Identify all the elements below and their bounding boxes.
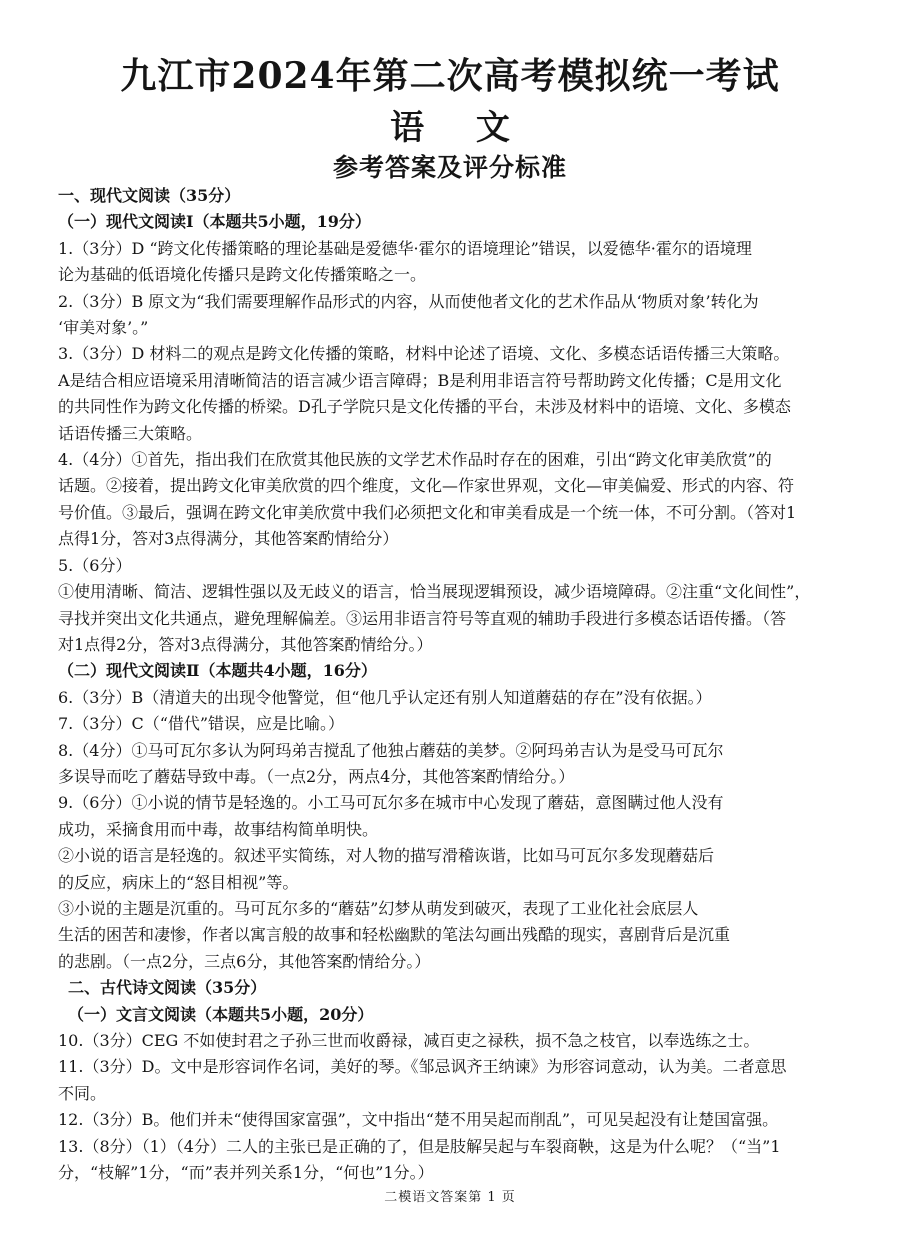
answer-line: 7.（3分）C（“借代”错误，应是比喻。） [58, 714, 345, 734]
answer-line: ③小说的主题是沉重的。马可瓦尔多的“蘑菇”幻梦从萌发到破灭，表现了工业化社会底层人 [58, 898, 699, 918]
answer-line: 成功，采摘食用而中毒，故事结构简单明快。 [58, 819, 379, 839]
section-heading: 二、古代诗文阅读（35分） [68, 978, 267, 998]
answer-line: 12.（3分）B。他们并未“使得国家富强”，文中指出“楚不用吴起而削乱”，可见吴起没有让楚国富强。 [58, 1110, 779, 1130]
answer-line: ①使用清晰、简洁、逻辑性强以及无歧义的语言，恰当展现逻辑预设，减少语境障碍。②注重“文化间性”， [58, 582, 811, 602]
answer-line: 多误导而吃了蘑菇导致中毒。（一点2分，两点4分，其他答案酌情给分。） [58, 766, 575, 786]
answer-line: 的悲剧。（一点2分，三点6分，其他答案酌情给分。） [58, 951, 431, 971]
answer-line: A是结合相应语境采用清晰简洁的语言减少语言障碍；B是利用非语言符号帮助跨文化传播；C是用文化 [58, 370, 782, 390]
answer-line: ②小说的语言是轻逸的。叙述平实简练，对人物的描写滑稽诙谐，比如马可瓦尔多发现蘑菇后 [58, 846, 715, 866]
answer-line: 13.（8分）（1）（4分）二人的主张已是正确的了，但是肢解吴起与车裂商鞅，这是为什么呢？（“当”1 [58, 1136, 781, 1156]
answer-line: 分，“枝解”1分，“而”表并列关系1分，“何也”1分。） [58, 1163, 434, 1183]
answer-line: 4.（4分）①首先，指出我们在欣赏其他民族的文学艺术作品时存在的困难，引出“跨文化审美欣赏”的 [58, 450, 772, 470]
answer-line: 8.（4分）①马可瓦尔多认为阿玛弟吉搅乱了他独占蘑菇的美梦。②阿玛弟吉认为是受马可瓦尔 [58, 740, 724, 760]
answer-line: 话语传播三大策略。 [58, 423, 203, 443]
answer-line: 6.（3分）B（清道夫的出现令他警觉，但“他几乎认定还有别人知道蘑菇的存在”没有依据。） [58, 687, 712, 707]
page-footer: 二模语文答案第 1 页 [384, 1190, 516, 1205]
answer-line: 11.（3分）D。文中是形容词作名词，美好的琴。《邹忌讽齐王纳谏》为形容词意动，认为美。二者意思 [58, 1057, 787, 1077]
subject-title: 语 文 [390, 108, 530, 148]
answer-line: 点得1分，答对3点得满分，其他答案酌情给分） [58, 529, 399, 549]
answer-line: 1.（3分）D “跨文化传播策略的理论基础是爱德华·霍尔的语境理论”错误，以爱德华·霍尔的语境理 [58, 238, 752, 258]
exam-title: 九江市2024年第二次高考模拟统一考试 [120, 55, 780, 97]
answer-line: 9.（6分）①小说的情节是轻逸的。小工马可瓦尔多在城市中心发现了蘑菇，意图瞒过他人没有 [58, 793, 724, 813]
section-heading: （一）现代文阅读Ⅰ（本题共5小题，19分） [58, 212, 371, 232]
answer-line: 话题。②接着，提出跨文化审美欣赏的四个维度，文化—作家世界观，文化—审美偏爱、形式的内容、符 [58, 476, 795, 496]
answer-line: 对1点得2分，答对3点得满分，其他答案酌情给分。） [58, 634, 433, 654]
answer-line: 的共同性作为跨文化传播的桥梁。D孔子学院只是文化传播的平台，未涉及材料中的语境、文化、多模态 [58, 397, 791, 417]
answer-line: 10.（3分）CEG 不如使封君之子孙三世而收爵禄，减百吏之禄秩，损不急之枝官，以奉选练之士。 [58, 1031, 760, 1050]
answer-body [58, 183, 864, 1186]
section-heading: （一）文言文阅读（本题共5小题，20分） [68, 1004, 374, 1024]
answer-line: 的反应，病床上的“怒目相视”等。 [58, 872, 299, 892]
answer-line: 不同。 [58, 1083, 107, 1103]
answer-line: 论为基础的低语境化传播只是跨文化传播策略之一。 [58, 265, 427, 285]
answer-line: 2.（3分）B 原文为“我们需要理解作品形式的内容，从而使他者文化的艺术作品从‘物质对象’转化为 [58, 291, 759, 311]
answer-line: 3.（3分）D 材料二的观点是跨文化传播的策略，材料中论述了语境、文化、多模态话语传播三大策略。 [58, 344, 790, 364]
answer-key-subtitle: 参考答案及评分标准 [332, 153, 567, 182]
answer-line: 寻找并突出文化共通点，避免理解偏差。③运用非语言符号等直观的辅助手段进行多模态话语传播。（答 [58, 608, 787, 628]
answer-line: 5.（6分） [58, 555, 132, 575]
answer-line: 生活的困苦和凄惨，作者以寓言般的故事和轻松幽默的笔法勾画出残酷的现实，喜剧背后是沉重 [58, 925, 731, 945]
answer-line: ‘审美对象’。” [58, 318, 149, 338]
answer-line: 号价值。③最后，强调在跨文化审美欣赏中我们必须把文化和审美看成是一个统一体，不可分割。（答对1 [58, 502, 797, 522]
section-heading: （二）现代文阅读Ⅱ（本题共4小题，16分） [58, 661, 377, 681]
section-heading: 一、现代文阅读（35分） [58, 186, 241, 205]
